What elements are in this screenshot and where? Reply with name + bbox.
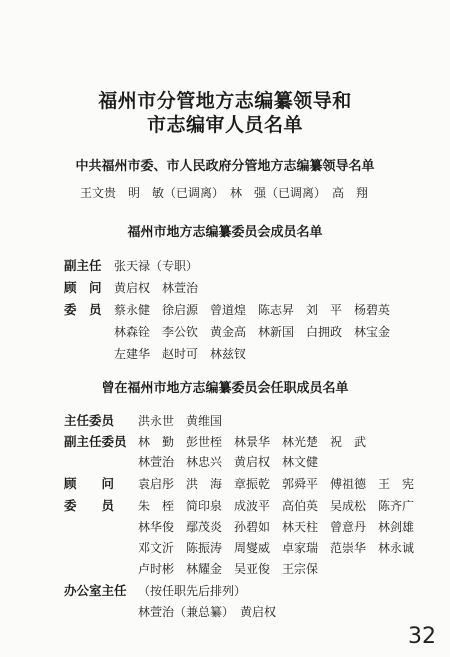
former-role-label: 副主任委员 bbox=[64, 434, 127, 449]
section-heading-former-members: 曾在福州市地方志编纂委员会任职成员名单 bbox=[101, 381, 349, 396]
leader-names: 王文贵 明 敏（已调离） 林 强（已调离） 高 翔 bbox=[80, 186, 369, 200]
former-names-line: （按任职先后排列） bbox=[138, 584, 247, 598]
former-names-line: 朱 桎 简印泉 成波平 高伯英 吴成松 陈齐广 bbox=[138, 499, 415, 513]
committee-role-label: 委 员 bbox=[64, 302, 102, 317]
former-role-label: 顾 问 bbox=[64, 476, 115, 491]
former-names-line: 袁启彤 洪 海 章振乾 郭舜平 傅祖德 王 宪 bbox=[138, 477, 415, 491]
former-names-line: 洪永世 黄维国 bbox=[138, 414, 223, 428]
page-number: 32 bbox=[408, 624, 436, 649]
committee-names-line: 林森铨 李公钦 黄金高 林新国 白拥政 林宝金 bbox=[114, 325, 391, 339]
former-names-line: 林华俊 鄢茂炎 孙碧如 林天柱 曾意丹 林剑雄 bbox=[138, 520, 415, 534]
committee-names-line: 左建华 赵时可 林兹钗 bbox=[114, 347, 247, 361]
former-names-line: 林萱治（兼总纂） 黄启权 bbox=[138, 605, 277, 619]
former-role-label: 主任委员 bbox=[64, 413, 115, 428]
committee-names-line: 黄启权 林萱治 bbox=[114, 281, 199, 295]
former-names-line: 邓文沂 陈振涛 周燮威 卓家瑞 范崇华 林永诚 bbox=[138, 541, 415, 555]
document-title-line-1: 福州市分管地方志编纂领导和 bbox=[98, 90, 352, 112]
former-role-label: 委 员 bbox=[64, 498, 115, 513]
former-names-line: 卢时彬 林耀金 吴亚俊 王宗保 bbox=[138, 562, 319, 576]
document-title-line-2: 市志编审人员名单 bbox=[146, 114, 303, 136]
committee-role-label: 顾 问 bbox=[64, 280, 102, 295]
committee-names-line: 蔡永健 徐启源 曾道煌 陈志昇 刘 平 杨碧英 bbox=[114, 303, 391, 317]
committee-names-line: 张天禄（专职） bbox=[114, 259, 199, 273]
former-names-line: 林萱治 林忠兴 黄启权 林文健 bbox=[138, 455, 319, 469]
committee-role-label: 副主任 bbox=[64, 258, 102, 273]
former-names-line: 林 勤 彭世桎 林景华 林光楚 祝 武 bbox=[138, 435, 367, 449]
section-heading-committee: 福州市地方志编纂委员会成员名单 bbox=[127, 225, 323, 240]
former-role-label: 办公室主任 bbox=[64, 583, 127, 598]
section-heading-leaders: 中共福州市委、市人民政府分管地方志编纂领导名单 bbox=[75, 159, 375, 174]
